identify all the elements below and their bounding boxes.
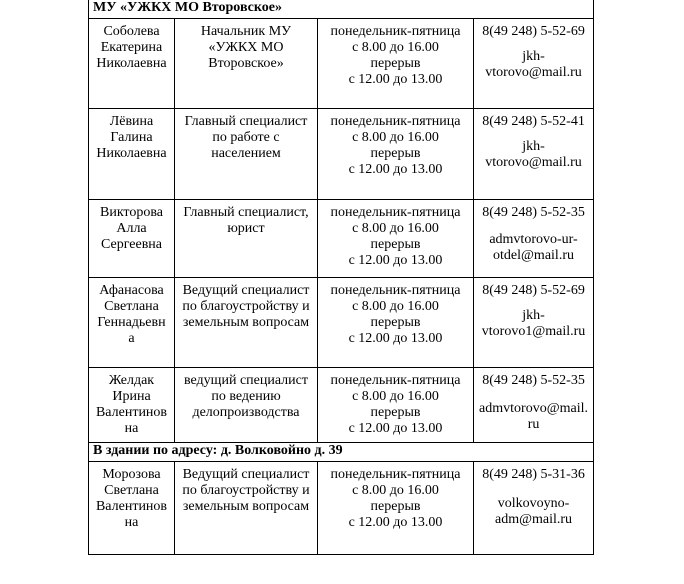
email-line: vtorovo1@mail.ru [481, 324, 586, 339]
hours-line: перерыв [370, 315, 421, 330]
email-address[interactable] [477, 232, 590, 264]
employee-name-line: Алла [116, 221, 147, 236]
position-line: Второвское» [208, 56, 284, 71]
employee-name-line: Афанасова [99, 283, 164, 298]
employee-name-line: Валентинов [95, 405, 168, 420]
email-line: jkh- [522, 139, 545, 154]
employee-name-line: Николаевна [96, 146, 167, 161]
position-line: Главный специалист [184, 114, 308, 129]
employee-name-cell [89, 109, 175, 200]
phone-number: 8(49 248) 5-52-35 [482, 373, 585, 388]
position-cell [175, 109, 318, 200]
employee-name-cell [89, 19, 175, 109]
table-row [89, 278, 594, 368]
employee-name-line: Екатерина [100, 40, 163, 55]
phone-number: 8(49 248) 5-52-35 [482, 205, 585, 220]
position-cell [175, 19, 318, 109]
position-line: юрист [227, 221, 265, 236]
hours-line: с 12.00 до 13.00 [348, 515, 443, 530]
employee-name-line: Сергеевна [100, 237, 163, 252]
table-row [89, 368, 594, 443]
email-line: ru [527, 417, 540, 432]
email-address[interactable] [477, 496, 590, 528]
employee-name-line: а [128, 331, 135, 346]
phone-number: 8(49 248) 5-31-36 [482, 467, 585, 482]
table-row [89, 109, 594, 200]
email-line: volkovoyno- [497, 496, 570, 511]
employee-name-line: Соболева [103, 24, 160, 39]
position-line: «УЖКХ МО [208, 40, 284, 55]
employee-name-line: Светлана [104, 299, 159, 314]
working-hours-cell [318, 368, 474, 443]
contacts-table [88, 0, 594, 555]
email-line: vtorovo@mail.ru [485, 65, 582, 80]
position-line: земельным вопросам [182, 315, 310, 330]
hours-line: перерыв [370, 499, 421, 514]
email-address[interactable] [477, 308, 590, 340]
hours-line: с 8.00 до 16.00 [352, 221, 439, 236]
position-line: населением [211, 146, 281, 161]
hours-line: с 8.00 до 16.00 [352, 389, 439, 404]
working-hours-cell [318, 109, 474, 200]
section-heading-row [89, 0, 594, 19]
hours-line: перерыв [370, 56, 421, 71]
employee-name-line: Викторова [99, 205, 164, 220]
position-line: Ведущий специалист [182, 283, 310, 298]
contact-cell [474, 19, 594, 109]
email-line: admvtorovo@mail. [479, 401, 588, 416]
email-line: jkh- [522, 308, 545, 323]
contact-cell [474, 109, 594, 200]
position-line: Главный специалист, [183, 205, 309, 220]
table-row [89, 19, 594, 109]
contact-cell [474, 368, 594, 443]
position-cell [175, 278, 318, 368]
position-line: земельным вопросам [182, 499, 310, 514]
working-hours-cell [318, 278, 474, 368]
hours-line: понедельник-пятница [330, 283, 461, 298]
employee-name-line: Галина [110, 130, 153, 145]
email-line: adm@mail.ru [495, 512, 573, 527]
employee-name-line: Желдак [108, 373, 155, 388]
employee-name-line: Ирина [112, 389, 151, 404]
position-line: Ведущий специалист [182, 467, 310, 482]
contact-cell [474, 200, 594, 278]
phone-number: 8(49 248) 5-52-41 [482, 114, 585, 129]
email-address[interactable] [477, 49, 590, 81]
position-line: ведущий специалист [184, 373, 308, 388]
hours-line: с 8.00 до 16.00 [352, 299, 439, 314]
position-line: по благоустройству и [182, 483, 310, 498]
employee-name-cell [89, 200, 175, 278]
position-line: по благоустройству и [182, 299, 310, 314]
hours-line: понедельник-пятница [330, 114, 461, 129]
employee-name-line: Валентинов [95, 499, 168, 514]
hours-line: понедельник-пятница [330, 24, 461, 39]
email-address[interactable] [477, 401, 590, 433]
employee-name-line: Морозова [102, 467, 161, 482]
employee-name-line: Лёвина [109, 114, 154, 129]
position-cell [175, 368, 318, 443]
employee-name-cell [89, 368, 175, 443]
hours-line: понедельник-пятница [330, 467, 461, 482]
email-address[interactable] [477, 139, 590, 171]
hours-line: с 12.00 до 13.00 [348, 331, 443, 346]
email-line: admvtorovo-ur- [489, 232, 578, 247]
position-line: по работе с [212, 130, 280, 145]
position-cell [175, 200, 318, 278]
section-heading-row [89, 443, 594, 462]
employee-name-line: Геннадьевн [97, 315, 166, 330]
employee-name-cell [89, 462, 175, 555]
hours-line: перерыв [370, 237, 421, 252]
email-line: jkh- [522, 49, 545, 64]
position-cell [175, 462, 318, 555]
hours-line: понедельник-пятница [330, 373, 461, 388]
hours-line: с 8.00 до 16.00 [352, 483, 439, 498]
working-hours-cell [318, 200, 474, 278]
phone-number: 8(49 248) 5-52-69 [482, 24, 585, 39]
hours-line: с 8.00 до 16.00 [352, 130, 439, 145]
hours-line: понедельник-пятница [330, 205, 461, 220]
hours-line: с 12.00 до 13.00 [348, 421, 443, 436]
employee-name-cell [89, 278, 175, 368]
contact-cell [474, 278, 594, 368]
hours-line: с 12.00 до 13.00 [348, 253, 443, 268]
employee-name-line: Светлана [104, 483, 159, 498]
position-line: Начальник МУ [200, 24, 292, 39]
hours-line: с 8.00 до 16.00 [352, 40, 439, 55]
section-heading: В здании по адресу: д. Волковойно д. 39 [89, 443, 594, 462]
position-line: делопроизводства [192, 405, 300, 420]
hours-line: перерыв [370, 146, 421, 161]
employee-name-line: на [124, 515, 139, 530]
section-heading: МУ «УЖКХ МО Второвское» [89, 0, 594, 19]
working-hours-cell [318, 19, 474, 109]
employee-name-line: Николаевна [96, 56, 167, 71]
employee-name-line: на [124, 421, 139, 436]
hours-line: с 12.00 до 13.00 [348, 72, 443, 87]
email-line: vtorovo@mail.ru [485, 155, 582, 170]
email-line: otdel@mail.ru [493, 248, 574, 263]
contact-cell [474, 462, 594, 555]
working-hours-cell [318, 462, 474, 555]
table-row [89, 462, 594, 555]
table-row [89, 200, 594, 278]
phone-number: 8(49 248) 5-52-69 [482, 283, 585, 298]
hours-line: с 12.00 до 13.00 [348, 162, 443, 177]
position-line: по ведению [211, 389, 281, 404]
hours-line: перерыв [370, 405, 421, 420]
